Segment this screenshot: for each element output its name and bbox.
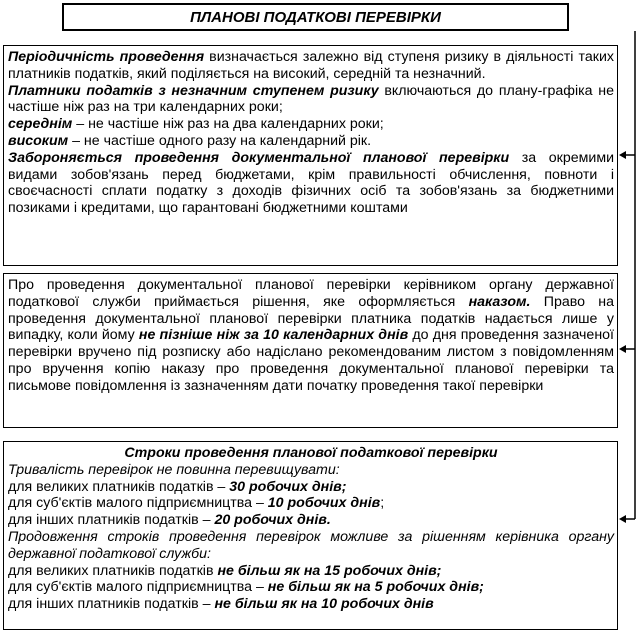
connector-lines [618,0,639,631]
extension-row-large-value: не більш як на 15 робочих днів; [217,562,442,579]
high-risk-heading: високим [8,132,69,149]
duration-row-large-label: для великих платників податків – [8,478,230,495]
extension-row-large [8,563,614,580]
medium-risk-heading: середнім [8,116,73,133]
duration-row-large-value: 30 робочих днів; [229,478,347,495]
extension-row-small [8,579,614,596]
duration-intro: Тривалість перевірок не повинна перевищувати: [8,461,340,478]
duration-row-other-label: для інших платників податків – [8,512,215,529]
duration-row-large [8,479,614,496]
periodicity-paragraph [8,49,614,83]
order-box [3,273,618,428]
duration-row-small-value: 10 робочих днів [267,495,381,512]
duration-row-other-value: 20 робочих днів. [214,512,331,529]
low-risk-text: включаються до плану-графіка не частіше ніж раз на три календарних роки; [8,82,614,116]
arrow-head-1 [619,151,626,159]
periodicity-text: визначається залежно від ступеня ризику в діяльності таких платників податків, який поділяється на високий, середній та незначний. [8,49,614,82]
title-box [62,3,569,31]
duration-row-other [8,512,614,529]
page-title: ПЛАНОВІ ПОДАТКОВІ ПЕРЕВІРКИ [190,8,441,26]
duration-row-small-end: ; [380,495,385,512]
duration-row-small-label: для суб'єктів малого підприємництва – [8,495,268,512]
order-text-2: Право на проведення документальної планової перевірки платника податків надається лише у випадку, коли йому [8,293,615,344]
extension-row-other-value: не більш як на 10 робочих днів [214,596,434,613]
medium-risk-text: – не частіше ніж раз на два календарних роки; [72,116,384,133]
order-text-3: до дня проведення зазначеної перевірки вручено під розписку або надіслано рекомендованим листом з повідомленням про вручення копію наказу про проведення документальної планової перевірки та письмове повідомлення із зазначенням дати початку проведення такої перевірки [8,327,614,394]
terms-box [3,441,618,630]
high-risk-paragraph [8,133,614,150]
prohibition-heading: Забороняється проведення документальної планової перевірки [8,149,510,166]
arrow-head-3 [619,515,626,523]
prohibition-text: за окремими видами зобов'язань перед бюджетами, крім правильності обчислення, повноти і своєчасності сплати податку з доходів фізичних осіб та зобов'язань за бюджетними позиками і кредитами, що гарантовані бюджетними коштами [8,149,615,217]
periodicity-heading: Періодичність проведення [8,49,205,65]
order-deadline: не пізніше ніж за 10 календарних днів [138,327,409,344]
prohibition-paragraph [8,150,614,217]
periodicity-box [3,45,618,266]
order-keyword: наказом. [468,293,531,310]
extension-row-small-value: не більш як на 5 робочих днів; [267,579,484,596]
high-risk-text: – не частіше одного разу на календарний рік. [68,132,372,149]
terms-heading: Строки проведення планової податкової перевірки [124,445,498,461]
order-text-1: Про проведення документальної планової перевірки керівником органу державної податкової служби приймається рішення, яке оформляється [8,277,614,310]
arrow-head-2 [619,345,626,353]
extension-row-large-label: для великих платників податків [8,562,218,579]
low-risk-heading: Платники податків з незначним ступенем ризику [8,82,379,99]
extension-row-other [8,596,614,613]
extension-row-small-label: для суб'єктів малого підприємництва – [8,579,268,596]
low-risk-paragraph [8,83,614,117]
extension-intro: Продовження строків проведення перевірок можливе за рішенням керівника органу державної податкової служби: [8,528,614,562]
duration-row-small [8,495,614,512]
extension-row-other-label: для інших платників податків – [8,596,215,613]
medium-risk-paragraph [8,116,614,133]
